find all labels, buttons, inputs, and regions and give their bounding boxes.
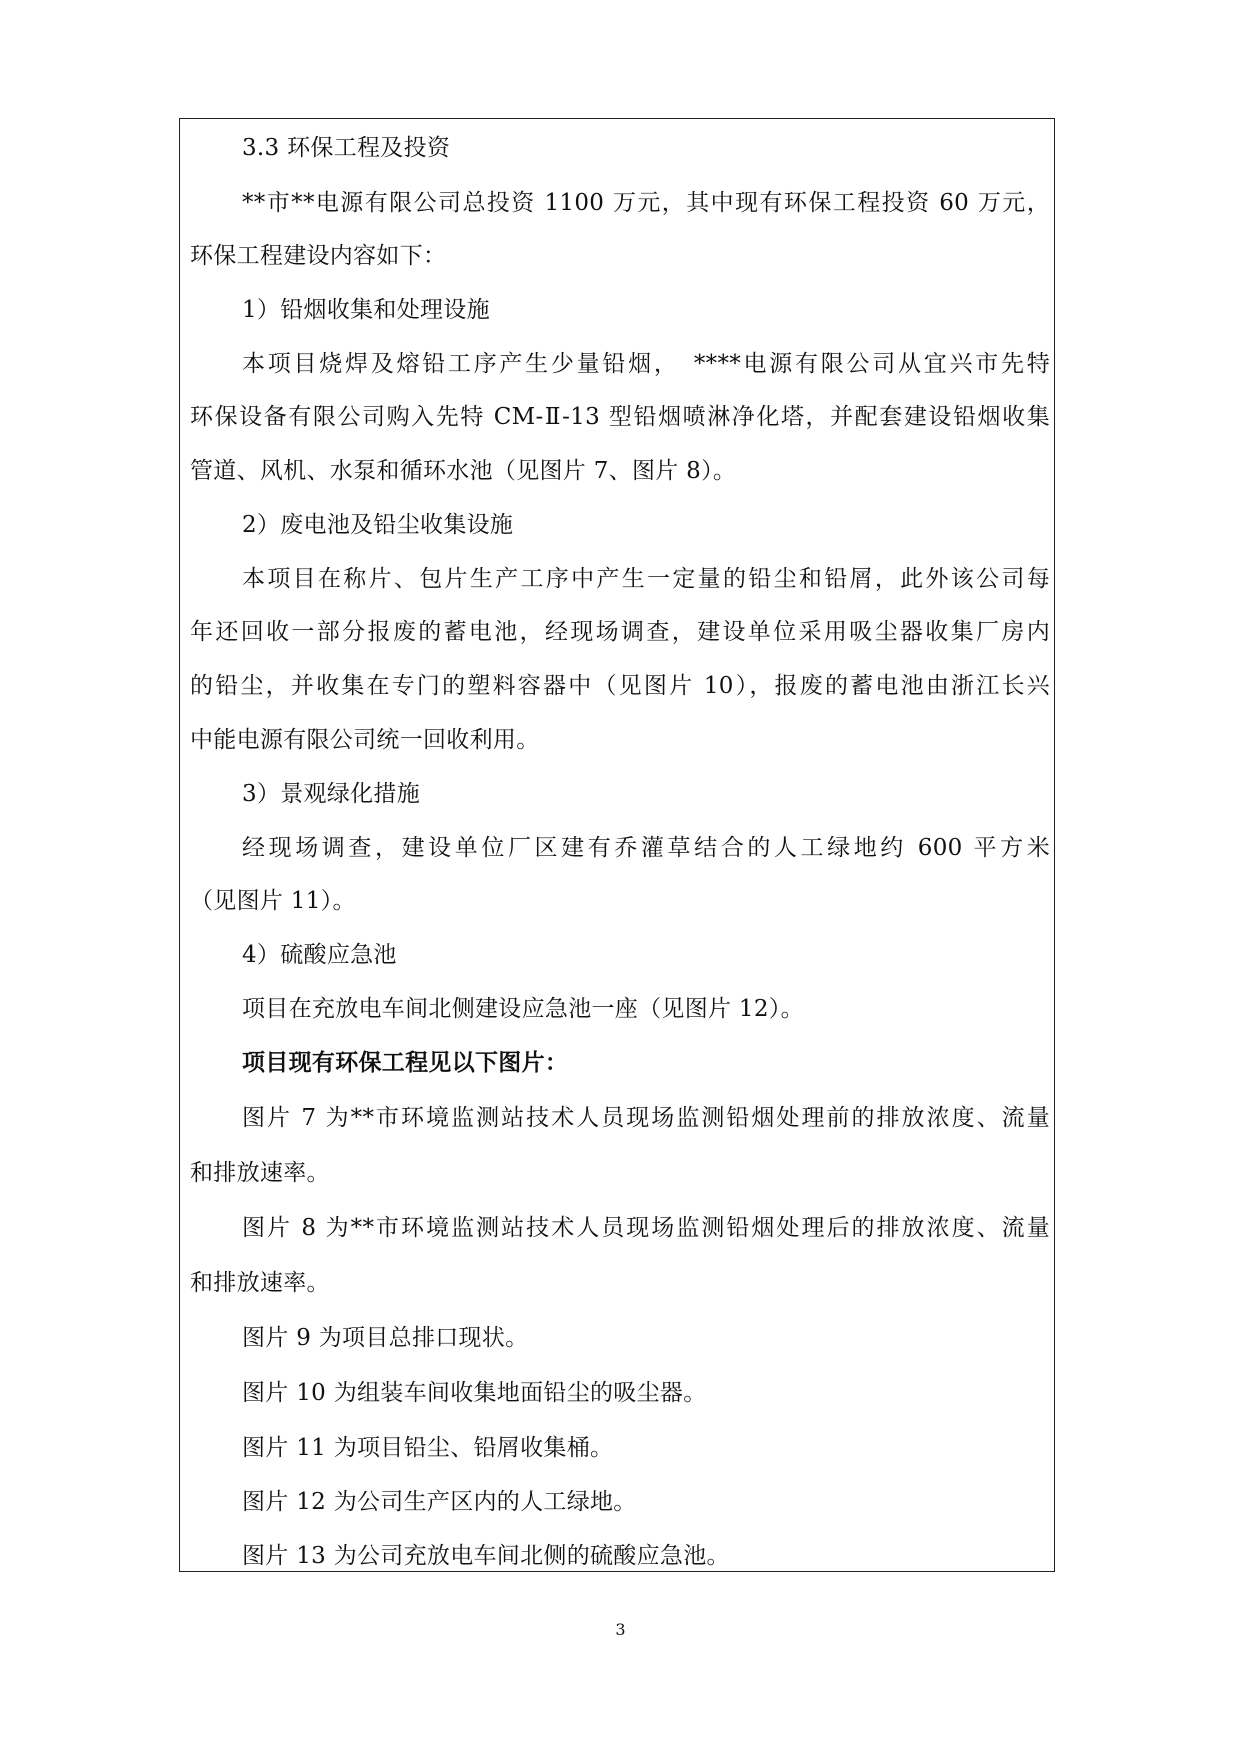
- item1-title: 1）铅烟收集和处理设施: [242, 297, 490, 323]
- item1-line-2: 环保设备有限公司购入先特 CM-Ⅱ-13 型铅烟喷淋净化塔，并配套建设铅烟收集: [190, 404, 1050, 430]
- photo12-caption: 图片 12 为公司生产区内的人工绿地。: [242, 1489, 637, 1515]
- item2-line-2: 年还回收一部分报废的蓄电池，经现场调查，建设单位采用吸尘器收集厂房内: [190, 619, 1050, 645]
- section-heading: 3.3 环保工程及投资: [242, 135, 451, 161]
- photo13-caption: 图片 13 为公司充放电车间北侧的硫酸应急池。: [242, 1543, 730, 1569]
- item4-line-1: 项目在充放电车间北侧建设应急池一座（见图片 12）。: [242, 996, 804, 1022]
- photo11-caption: 图片 11 为项目铅尘、铅屑收集桶。: [242, 1435, 614, 1461]
- page-number: 3: [615, 1620, 626, 1639]
- photo9-caption: 图片 9 为项目总排口现状。: [242, 1325, 529, 1351]
- investment-paragraph-line-1: **市**电源有限公司总投资 1100 万元，其中现有环保工程投资 60 万元，: [242, 190, 1050, 216]
- photo8-caption-line-1: 图片 8 为**市环境监测站技术人员现场监测铅烟处理后的排放浓度、流量: [242, 1215, 1050, 1241]
- item2-title: 2）废电池及铅尘收集设施: [242, 512, 514, 538]
- item2-line-4: 中能电源有限公司统一回收利用。: [190, 727, 540, 753]
- item2-line-1: 本项目在称片、包片生产工序中产生一定量的铅尘和铅屑，此外该公司每: [242, 566, 1050, 592]
- item3-title: 3）景观绿化措施: [242, 781, 421, 807]
- item3-line-2: （见图片 11）。: [190, 888, 356, 914]
- photo8-caption-line-2: 和排放速率。: [190, 1270, 330, 1296]
- investment-paragraph-line-2: 环保工程建设内容如下：: [190, 243, 447, 269]
- photo7-caption-line-1: 图片 7 为**市环境监测站技术人员现场监测铅烟处理前的排放浓度、流量: [242, 1105, 1050, 1131]
- photo7-caption-line-2: 和排放速率。: [190, 1160, 330, 1186]
- item1-line-1: 本项目烧焊及熔铅工序产生少量铅烟， ****电源有限公司从宜兴市先特: [242, 351, 1050, 377]
- photo10-caption: 图片 10 为组装车间收集地面铅尘的吸尘器。: [242, 1380, 707, 1406]
- item1-line-3: 管道、风机、水泵和循环水池（见图片 7、图片 8）。: [190, 458, 737, 484]
- item3-line-1: 经现场调查，建设单位厂区建有乔灌草结合的人工绿地约 600 平方米: [242, 835, 1050, 861]
- item4-title: 4）硫酸应急池: [242, 942, 397, 968]
- photos-heading: 项目现有环保工程见以下图片：: [242, 1049, 569, 1076]
- item2-line-3: 的铅尘，并收集在专门的塑料容器中（见图片 10），报废的蓄电池由浙江长兴: [190, 673, 1050, 699]
